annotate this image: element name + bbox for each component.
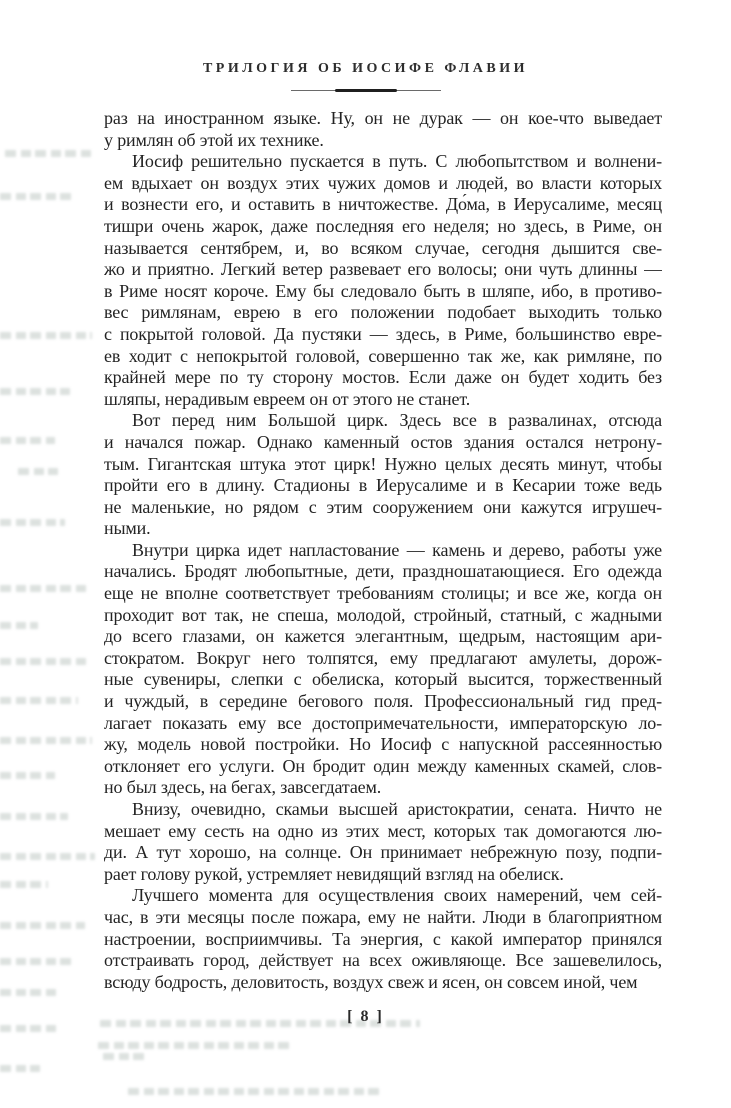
- header-rule-ornament: [291, 89, 441, 93]
- bleed-through-mark: [5, 150, 95, 157]
- text-line: мешает ему сесть на одно из этих мест, которых так домогаются лю-: [104, 820, 662, 841]
- text-line: отклоняет его услуги. Он бродит один между каменных скамей, слов-: [104, 755, 662, 776]
- header-rule-thick-segment: [335, 89, 397, 92]
- text-line: не маленькие, но рядом с этим сооружением они кажутся игрушеч-: [104, 496, 662, 517]
- bleed-through-mark: [128, 1088, 383, 1095]
- bleed-through-mark: [0, 437, 55, 444]
- bleed-through-mark: [0, 388, 70, 395]
- text-line: начались. Бродят любопытные, дети, праздношатающиеся. Его одежда: [104, 561, 662, 582]
- paragraph: [104, 885, 662, 993]
- bleed-through-mark: [0, 1065, 40, 1072]
- text-line: стократом. Вокруг него толпятся, ему предлагают амулеты, дорож-: [104, 647, 662, 668]
- text-line: и начался пожар. Однако каменный остов здания остался нетрону-: [104, 431, 662, 452]
- text-line: Иосиф решительно пускается в путь. С любопытством и волнени-: [132, 151, 662, 172]
- text-line: тым. Гигантская штука этот цирк! Нужно целых десять минут, чтобы: [104, 453, 662, 474]
- bleed-through-mark: [0, 989, 60, 996]
- text-line: ев ходит с непокрытой головой, совершенно так же, как римляне, по: [104, 345, 662, 366]
- paragraph: [104, 540, 662, 799]
- text-line: называется сентябрем, и, во всяком случае, сегодня дышится све-: [104, 237, 662, 258]
- text-line: у римлян об этой их технике.: [104, 129, 324, 150]
- bleed-through-mark: [0, 1025, 60, 1032]
- text-line: Лучшего момента для осуществления своих намерений, чем сей-: [132, 885, 662, 906]
- text-line: с покрытой головой. Да пустяки — здесь, в Риме, большинство евре-: [104, 323, 662, 344]
- text-line: всюду бодрость, деловитость, воздух свеж и ясен, он совсем иной, чем: [104, 971, 638, 992]
- paragraph: [104, 108, 662, 151]
- text-line: настроении, восприимчивы. Та энергия, с какой император принялся: [104, 928, 662, 949]
- bleed-through-mark: [0, 585, 88, 592]
- text-line: крайней мере по ту сторону мостов. Если даже он будет ходить без: [104, 367, 662, 388]
- bleed-through-mark: [0, 519, 65, 526]
- bleed-through-mark: [0, 772, 55, 779]
- bleed-through-mark: [0, 737, 92, 744]
- bleed-through-mark: [0, 853, 95, 860]
- text-line: шляпы, нерадивым евреем он от этого не станет.: [104, 388, 471, 409]
- text-line: тишри очень жарок, даже последняя его неделя; но здесь, в Риме, он: [104, 215, 662, 236]
- bleed-through-mark: [103, 1053, 145, 1060]
- paragraph: [104, 151, 662, 410]
- text-line: рает голову рукой, устремляет невидящий взгляд на обелиск.: [104, 863, 564, 884]
- bleed-through-mark: [0, 922, 85, 929]
- text-line: ем вдыхает он воздух этих чужих домов и людей, во власти которых: [104, 172, 662, 193]
- text-line: проходит вот так, не спеша, молодой, стройный, статный, с жадными: [104, 604, 662, 625]
- text-line: и вознести его, и оставить в ничтожестве. До́ма, в Иерусалиме, месяц: [104, 194, 662, 215]
- text-line: пройти его в длину. Стадионы в Иерусалиме и в Кесарии тоже ведь: [104, 475, 662, 496]
- paragraph: [104, 799, 662, 885]
- bleed-through-mark: [0, 193, 75, 200]
- text-line: отстраивать город, действует на всех оживляюще. Все зашевелилось,: [104, 950, 662, 971]
- text-line: и чуждый, в середине бегового поля. Профессиональный гид пред-: [104, 691, 662, 712]
- bleed-through-mark: [18, 468, 58, 475]
- text-line: лагает показать ему все достопримечательности, императорскую ло-: [104, 712, 662, 733]
- text-line: ди. А тут хорошо, на солнце. Он принимает небрежную позу, подпи-: [104, 842, 662, 863]
- bleed-through-mark: [0, 958, 72, 965]
- text-line: ные сувениры, слепки с обелиска, который высится, торжественный: [104, 669, 662, 690]
- text-line: Внутри цирка идет напластование — камень и дерево, работы уже: [132, 539, 662, 560]
- page-number: [ 8 ]: [347, 1008, 384, 1025]
- text-line: ными.: [104, 518, 151, 539]
- bleed-through-mark: [0, 658, 90, 665]
- text-line: жу, модель новой постройки. Но Иосиф с напускной рассеянностью: [104, 734, 662, 755]
- bleed-through-mark: [0, 332, 92, 339]
- running-head-title: ТРИЛОГИЯ ОБ ИОСИФЕ ФЛАВИИ: [202, 61, 529, 76]
- text-line: но был здесь, на бегах, завсегдатаем.: [104, 777, 382, 798]
- text-line: раз на иностранном языке. Ну, он не дурак — он кое-что выведает: [104, 108, 662, 128]
- text-line: еще не вполне соответствует требованиям столицы; и все же, когда он: [104, 583, 662, 604]
- text-line: Внизу, очевидно, скамьи высшей аристократии, сената. Ничто не: [132, 799, 662, 819]
- paragraph: [104, 410, 662, 540]
- body-text: [104, 108, 662, 993]
- bleed-through-mark: [0, 881, 48, 888]
- bleed-through-mark: [0, 813, 68, 820]
- text-line: в Риме носят короче. Ему бы следовало быть в шляпе, ибо, в противо-: [104, 280, 662, 301]
- text-line: Вот перед ним Большой цирк. Здесь все в развалинах, отсюда: [132, 410, 662, 431]
- text-line: жо и приятно. Легкий ветер развевает его волосы; они чуть длинны —: [104, 259, 662, 280]
- text-line: час, в эти месяцы после пожара, ему не найти. Люди в благоприятном: [104, 906, 662, 927]
- text-line: до всего глазами, он кажется элегантным, щедрым, настоящим ари-: [104, 626, 662, 647]
- text-line: вес римлянам, еврею в его положении подобает выходить только: [104, 302, 662, 323]
- bleed-through-mark: [0, 697, 78, 704]
- bleed-through-mark: [0, 622, 38, 629]
- bleed-through-mark: [98, 1042, 293, 1049]
